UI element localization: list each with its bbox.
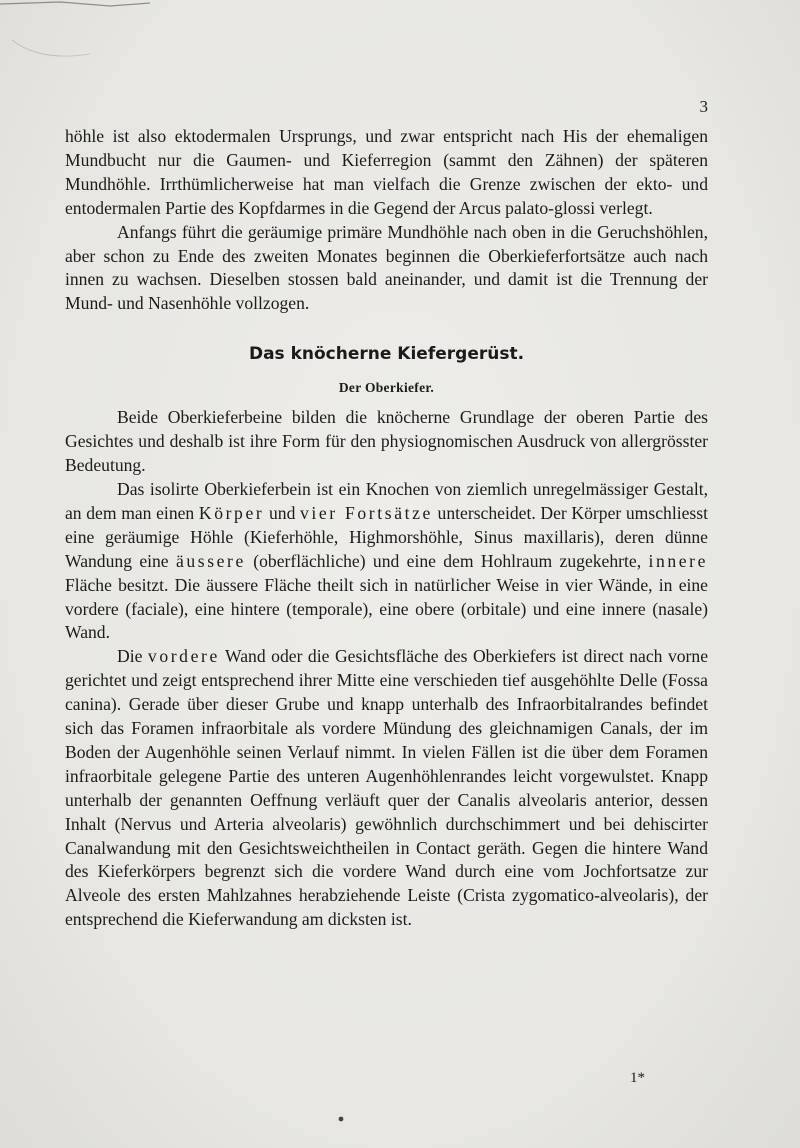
paragraph: Die vordere Wand oder die Gesichtsfläche des Oberkiefers ist direct nach vorne gerichtet und zeigt entsprechend ihrer Mitte eine verschieden tief ausgehöhlte Delle (Fossa canina). Gerade über dieser Grube und knapp unterhalb des Infraorbitalrandes befindet sich das Foramen infraorbitale als vordere Mündung des gleichnamigen Canals, der im Boden der Augenhöhle seinen Verlauf nimmt. In vielen Fällen ist die über dem Foramen infraorbitale gelegene Partie des unteren Augenhöhlenrandes leicht vorgewulstet. Knapp unterhalb der genannten Oeffnung verläuft quer der Canalis alveolaris anterior, dessen Inhalt (Nervus und Arteria alveolaris) gewöhnlich durchschimmert und bei dehiscirter Canalwandung mit den Gesichtsweichtheilen in Contact geräth. Gegen die hintere Wand des Kieferkörpers begrenzt sich die vordere Wand durch eine vom Jochfortsatze zur Alveole des ersten Mahlzahnes herabziehende Leiste (Crista zygomatico-alveolaris), der entsprechend die Kieferwandung am dicksten ist. xyxy=(65,646,708,930)
emphasis: äussere xyxy=(175,550,246,571)
emphasis: vordere xyxy=(147,646,220,667)
body-text xyxy=(65,125,708,932)
paragraph: Beide Oberkieferbeine bilden die knöcherne Grundlage der oberen Partie des Gesichtes und deshalb ist ihre Form für den physiognomischen Ausdruck von allergrösster Bedeutung. xyxy=(65,407,708,476)
emphasis: Körper xyxy=(198,502,265,523)
section-heading: Das knöcherne Kiefergerüst. xyxy=(248,344,525,365)
emphasis: vier Fortsätze xyxy=(300,502,433,523)
emphasis: innere xyxy=(648,550,709,571)
scan-edge-mark xyxy=(0,0,180,70)
subsection-heading: Der Oberkiefer. xyxy=(338,380,435,396)
page-number: 3 xyxy=(699,97,708,116)
paragraph: höhle ist also ektodermalen Ursprungs, und zwar entspricht nach His der ehemaligen Mundbucht nur die Gaumen- und Kieferregion (sammt den Zähnen) der späteren Mundhöhle. Irrthümlicherweise hat man vielfach die Grenze zwischen der ekto- und entodermalen Partie des Kopfdarmes in die Gegend der Arcus palato-glossi verlegt. xyxy=(65,126,708,218)
paragraph: Anfangs führt die geräumige primäre Mundhöhle nach oben in die Geruchshöhlen, aber schon zu Ende des zweiten Monates beginnen die Oberkieferfortsätze auch nach innen zu wachsen. Dieselben stossen bald aneinander, und damit ist die Trennung der Mund- und Nasenhöhle vollzogen. xyxy=(65,221,708,314)
signature-mark: 1* xyxy=(630,1070,645,1086)
ink-speck xyxy=(337,1115,345,1123)
paragraph: Das isolirte Oberkieferbein ist ein Knochen von ziemlich unregelmässiger Gestalt, an dem man einen Körper und vier Fortsätze unterscheidet. Der Körper umschliesst eine geräumige Höhle (Kieferhöhle, Highmorshöhle, Sinus maxillaris), deren dünne Wandung eine äussere (oberflächliche) und eine dem Hohlraum zugekehrte, innere Fläche besitzt. Die äussere Fläche theilt sich in natürlicher Weise in vier Wände, in eine vordere (faciale), eine hintere (temporale), eine obere (orbitale) und eine innere (nasale) Wand. xyxy=(65,478,709,643)
